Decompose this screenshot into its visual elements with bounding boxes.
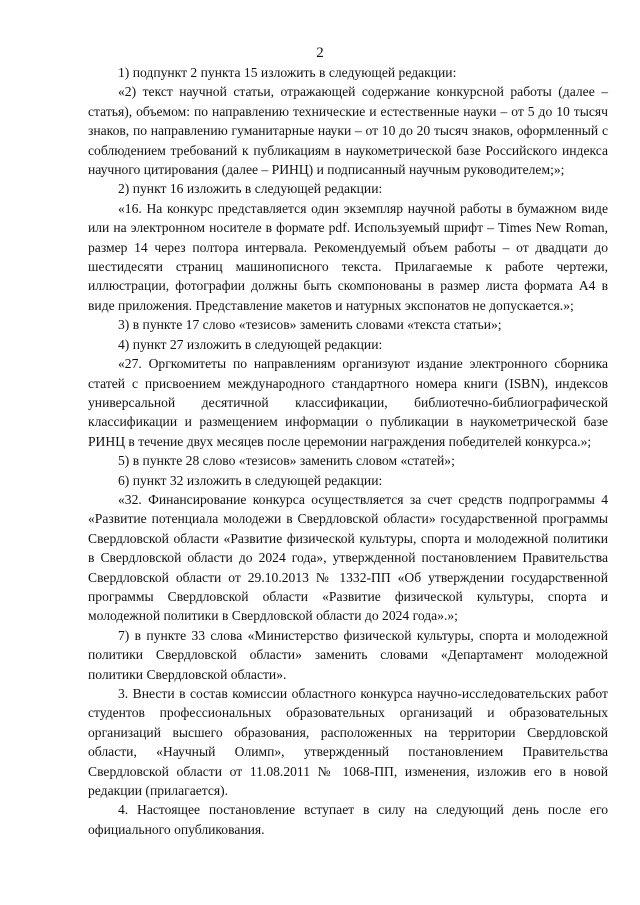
paragraph: 3. Внести в состав комиссии областного конкурса научно-исследовательских работ студентов профессиональных образовательных организаций и образовательных организаций высшего образования, расположенных на территории Свердловской области, «Научный Олимп», утвержденный постановлением Правительства Свердловской области от 11.08.2011 № 1068-ПП, изменения, изложив его в новой редакции (прилагается). — [88, 686, 608, 799]
paragraph: 4) пункт 27 изложить в следующей редакции: — [118, 336, 383, 352]
document-body — [88, 63, 608, 839]
paragraph: «2) текст научной статьи, отражающей содержание конкурсной работы (далее – статья), объемом: по направлению технические и естественные науки – от 5 до 10 тысяч знаков, по направлению гуманитарные науки – от 10 до 20 тысяч знаков, оформленный с соблюдением требований к публикациям в наукометрической базе Российского индекса научного цитирования (далее – РИНЦ) и подписанный научным руководителем;»; — [88, 84, 608, 178]
paragraph: 3) в пункте 17 слово «тезисов» заменить словами «текста статьи»; — [118, 317, 502, 333]
paragraph: 2) пункт 16 изложить в следующей редакции: — [118, 181, 383, 197]
paragraph: 4. Настоящее постановление вступает в силу на следующий день после его официального опубликования. — [88, 802, 608, 837]
paragraph: «32. Финансирование конкурса осуществляется за счет средств подпрограммы 4 «Развитие потенциала молодежи в Свердловской области» государственной программы Свердловской области «Развитие физической культуры, спорта и молодежной политики в Свердловской области до 2024 года», утвержденной постановлением Правительства Свердловской области от 29.10.2013 № 1332-ПП «Об утверждении государственной программы Свердловской области «Развитие физической культуры, спорта и молодежной политики в Свердловской области до 2024 года».»; — [88, 491, 608, 624]
paragraph: 6) пункт 32 изложить в следующей редакции: — [118, 472, 383, 488]
paragraph: 7) в пункте 33 слова «Министерство физической культуры, спорта и молодежной политики Свердловской области» заменить словами «Департамент молодежной политики Свердловской области». — [88, 627, 608, 682]
paragraph: 1) подпункт 2 пункта 15 изложить в следующей редакции: — [118, 65, 457, 80]
paragraph: 5) в пункте 28 слово «тезисов» заменить словом «статей»; — [118, 453, 455, 469]
page-number: 2 — [316, 45, 324, 61]
paragraph: «16. На конкурс представляется один экземпляр научной работы в бумажном виде или на электронном носителе в формате pdf. Используемый шрифт – Times New Roman, размер 14 через полтора интервала. Рекомендуемый объем работы – от двадцати до шестидесяти страниц машинописного текста. Прилагаемые к работе чертежи, иллюстрации, фотографии должны быть скомпонованы в размер листа формата А4 в виде приложения. Представление макетов и натурных экспонатов не допускается.»; — [88, 200, 608, 313]
paragraph: «27. Оргкомитеты по направлениям организуют издание электронного сборника статей с присвоением международного стандартного номера книги (ISBN), индексов универсальной десятичной классификации, библиотечно-библиографической классификации и размещением информации о публикации в наукометрической базе РИНЦ в течение двух месяцев после церемонии награждения победителей конкурса.»; — [88, 356, 608, 449]
